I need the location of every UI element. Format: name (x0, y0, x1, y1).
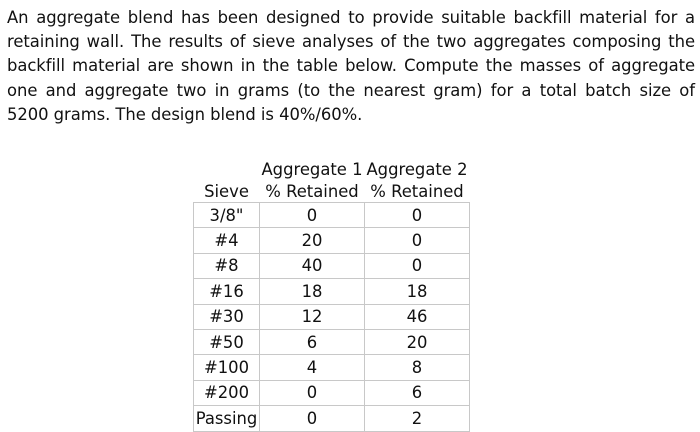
aggregate-1-cell: 40 (260, 253, 365, 278)
aggregate-2-cell: 46 (365, 304, 470, 329)
aggregate-1-cell: 0 (260, 406, 365, 431)
aggregate-2-cell: 2 (365, 406, 470, 431)
sieve-cell: #50 (194, 329, 260, 354)
sieve-cell: Passing (194, 406, 260, 431)
aggregate-2-cell: 0 (365, 253, 470, 278)
aggregate-1-cell: 20 (260, 228, 365, 253)
aggregate-2-cell: 0 (365, 228, 470, 253)
aggregate-2-cell: 0 (365, 203, 470, 228)
table-row (194, 380, 470, 405)
sieve-cell: #200 (194, 380, 260, 405)
table-row (194, 304, 470, 329)
sieve-cell: #4 (194, 228, 260, 253)
table-row (194, 253, 470, 278)
table-row (194, 203, 470, 228)
sieve-cell: 3/8" (194, 203, 260, 228)
header-cell-retained-1: % Retained (265, 181, 359, 201)
table-row (194, 329, 470, 354)
aggregate-1-cell: 0 (260, 203, 365, 228)
aggregate-2-cell: 20 (365, 329, 470, 354)
aggregate-1-cell: 18 (260, 279, 365, 304)
header-cell-aggregate-2: Aggregate 2 (366, 159, 468, 179)
aggregate-1-cell: 6 (260, 329, 365, 354)
table-header-row-top (194, 158, 470, 180)
problem-statement: An aggregate blend has been designed to provide suitable backfill material for a retaining wall. The results of sieve analyses of the two aggregates composing the backfill material are shown in the table below. Compute the masses of aggregate one and aggregate two in grams (to the nearest gram) for a total batch size of 5200 grams. The design blend is 40%/60%. (7, 8, 695, 124)
aggregate-1-cell: 0 (260, 380, 365, 405)
table-header-row-bottom (194, 180, 470, 203)
table-row (194, 355, 470, 380)
table-row (194, 406, 470, 431)
table-row (194, 279, 470, 304)
sieve-cell: #30 (194, 304, 260, 329)
aggregate-1-cell: 12 (260, 304, 365, 329)
sieve-cell: #100 (194, 355, 260, 380)
header-cell (194, 158, 260, 180)
header-cell-aggregate-1: Aggregate 1 (261, 159, 363, 179)
aggregate-2-cell: 6 (365, 380, 470, 405)
aggregate-2-cell: 8 (365, 355, 470, 380)
sieve-analysis-table (193, 158, 470, 432)
header-cell-retained-2: % Retained (370, 181, 464, 201)
sieve-cell: #8 (194, 253, 260, 278)
table-row (194, 228, 470, 253)
aggregate-2-cell: 18 (365, 279, 470, 304)
header-cell-sieve: Sieve (204, 181, 249, 201)
sieve-cell: #16 (194, 279, 260, 304)
aggregate-1-cell: 4 (260, 355, 365, 380)
